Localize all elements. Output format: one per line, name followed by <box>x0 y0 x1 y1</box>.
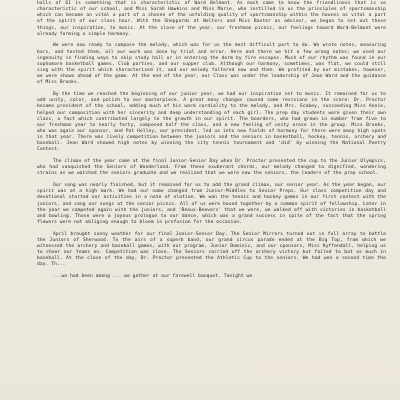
paragraph-3: By the time we reached the beginning of our junior year, we had our inspiration set to music. It remained for us to add unity, color, and polish to our masterpiece. A great many changes caused some revisions in the score: Dr. Proctor became president of the school, adding much of his warm cordiality to the melody, and Mrs. Scobey, succeeding Miss Annie, helped our composition with her sincerity and deep understanding of each girl. The prep day students were given their own class, a fact which contributed largely to the growth in our spirit. The boarders, who had grown in number from five to our freshman year to nearly forty, composed half the class, and a new feeling of unity arose in the group. Miss Brooks, who was again our sponsor, and Pat Holley, our president, led us into new fields of harmony for there were many high spots in that year. There was lively competition between the juniors and the seniors in basketball, hockey, tennis, archery and baseball. Jean Ward showed high notes by winning the city tennis tournament and 'did' by winning the National Poetry Contest. <box>37 92 389 153</box>
paragraph-2: We were now ready to compose the melody, which was for us the most difficult part to do. We wrote notes, measuring bars, and tested them, all our work was done by trial and error. Here and there we hit a few wrong notes; we used our ingenuity in finding ways to skip study hall or in entering the dorm by fire escapes. Much of our rhythm was found in our sophomore basketball games, Club parties, and our supper club. Although our harmony, sometimes, was flat, we could still sing with the spirit which characterized it, and our melody faltered now and then. We profited by our mistakes, however, we were shown ahead of the game. At the end of the year, our Class was under the leadership of Jean Ward and the guidance of Miss Brooks. <box>37 43 389 86</box>
paragraph-5: Our song was nearly finished, but it remained for us to add the grand climax, our senior year. As the year began, our spirit was at a high mark. We had our name changed from Junior-Middles to Senior Preps. Our class competition day and devotional started our activities in a note of elation. We won the tennis and hockey games in our first contest with the juniors, and sang our songs at the senior picnic. All of us were bound together by a common spirit of fellowship. Later in the year we competed again with the juniors, and 'Beaux-Beavers' that we were, we walked off with victories in basketball and bowling. Those were a joyous prologue to our dance, which was a grand success in spite of the fact that the spring flowers were not obliging enough to bloom in profusion for the occasion. <box>37 183 389 225</box>
paragraph-6: April brought sunny weather for our final Junior-Senior Day. The Senior Mirrors turned out in full array to battle the Juniors of Sherwood. To the airs of a superb band, our grand circus parade ended at the Big Top, from which we witnessed the archery and baseball games, with our program, Junior Dominic, and our sponsors, Miss Kyffendall, helping us to cheer our teams on. Competition was close. The Seniors carried off the archery victory but failed to bat as much in baseball. At the close of the day, Dr. Proctor presented the Athletic Cup to the seniors. We had won a second time the day. Th... <box>37 231 389 268</box>
paragraph-1: halls of 61 is something that is characteristic of Ward Belmont. As each came to know the friendliness that is so characteristic of our school, and Miss Sarah Hawkins and Miss Marie, who instilled in us the principles of sportsmanship which can become an vital a part of a chosen of the unfolding quality of sportsmanship within the houses as vital a part of the spirit of our class hour. With the Sheppards at Wolters and Miss Baxter as advisor, we began to set out these things, our inspiration, to music. At the close of the year, our freshman picnic, our feelings toward Ward-Belmont were already forming a simple harmony. <box>37 1 389 37</box>
paragraph-4: The climax of the year came at the final Junior-Senior Day when Dr. Proctor presented the cup to the Junior Olympics, who had vanquished the Seniors of Wonderland. From these exuberant chords, our melody changed to dignified, wondering strains as we watched the seniors graduate and we realized that we were now the seniors, the leaders of the prep school. <box>37 159 389 177</box>
paragraph-7: ...we had been among ... we gather at our farewell banquet. Tonight we <box>53 274 253 280</box>
